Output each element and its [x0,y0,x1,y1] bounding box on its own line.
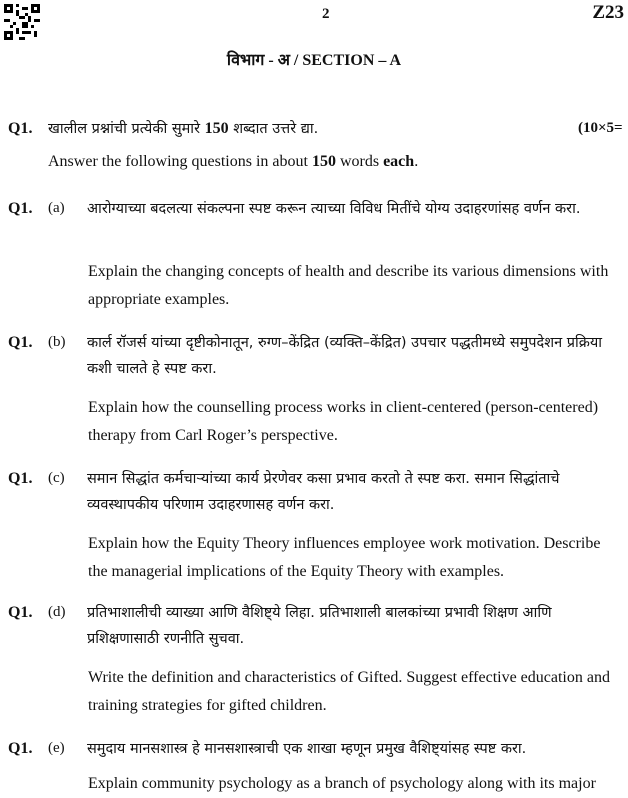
intro-english-number: 150 [311,153,336,170]
intro-english [48,148,608,176]
sub-question-label: (d) [48,604,66,620]
question-number: Q1. [8,334,33,351]
question-number: Q1. [8,740,33,757]
question-english: Explain the changing concepts of health and describe its various dimensions with appropriate examples. [88,263,609,308]
question-marathi: समुदाय मानसशास्त्र हे मानसशास्त्राची एक शाखा म्हणून प्रमुख वैशिष्ट्यांसह स्पष्ट करा. [87,741,527,757]
question-number: Q1. [8,200,33,217]
question-english: Write the definition and characteristics of Gifted. Suggest effective education and training strategies for gifted children. [88,669,610,714]
question-english: Explain how the counselling process works in client-centered (person-centered) therapy from Carl Roger’s perspective. [88,399,599,444]
intro-marathi-text: खालील प्रश्नांची प्रत्येकी सुमारे [48,121,205,137]
question-number: Q1. [8,120,33,137]
question-marathi: कार्ल रॉजर्स यांच्या दृष्टीकोनातून, रुग्ण–केंद्रित (व्यक्ति–केंद्रित) उपचार पद्धतीमध्ये समुपदेशन प्रक्रिया कशी चालते हे स्पष्ट करा. [87,335,603,377]
question-number: Q1. [8,470,33,487]
question-marathi: प्रतिभाशालीची व्याख्या आणि वैशिष्ट्ये लिहा. प्रतिभाशाली बालकांच्या प्रभावी शिक्षण आणि प्रशिक्षणासाठी रणनीति सुचवा. [87,605,552,647]
intro-english-text: Answer the following questions in about [48,153,312,170]
intro-marathi-text-end: शब्दात उत्तरे द्या. [228,121,319,137]
qr-code-icon [4,4,40,40]
question-marathi: समान सिद्धांत कर्मचाऱ्यांच्या कार्य प्रेरणेवर कसा प्रभाव करतो ते स्पष्ट करा. समान सिद्धांताचे व्यवस्थापकीय परिणाम उदाहरणासह वर्णन करा. [87,471,560,513]
question-english: Explain how the Equity Theory influences employee work motivation. Describe the managerial implications of the Equity Theory with examples. [88,535,601,580]
section-title: विभाग - अ / SECTION – A [226,52,402,69]
sub-question-label: (b) [48,334,66,350]
marks-label: (10×5= [578,120,623,136]
intro-marathi [48,116,568,142]
question-english: Explain community psychology as a branch of psychology along with its major [88,775,596,792]
question-marathi: आरोग्याच्या बदलत्या संकल्पना स्पष्ट करून त्याच्या विविध मितींचे योग्य उदाहरणांसह वर्णन करा. [87,201,581,217]
intro-english-mid: words [335,153,384,170]
page-number: 2 [322,6,330,22]
sub-question-label: (c) [48,470,65,486]
intro-english-end: . [414,153,419,170]
intro-english-each: each [383,153,415,170]
sub-question-label: (e) [48,740,65,756]
question-number: Q1. [8,604,33,621]
intro-marathi-number: 150 [204,120,229,137]
sub-question-label: (a) [48,200,65,216]
paper-code: Z23 [592,2,624,23]
